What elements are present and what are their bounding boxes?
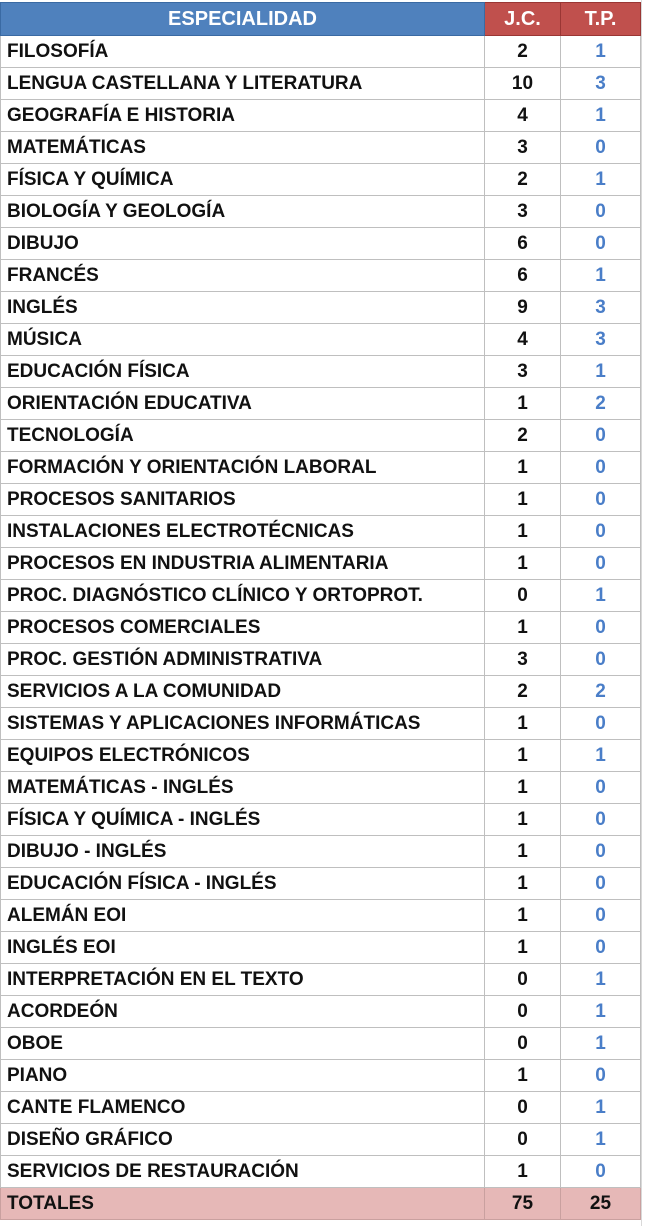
tp-cell: 0 bbox=[561, 804, 641, 836]
specialty-cell: FÍSICA Y QUÍMICA bbox=[1, 164, 485, 196]
specialty-cell: EDUCACIÓN FÍSICA bbox=[1, 356, 485, 388]
table-row bbox=[1, 132, 641, 164]
table-row bbox=[1, 580, 641, 612]
tp-cell: 0 bbox=[561, 772, 641, 804]
tp-cell: 0 bbox=[561, 1156, 641, 1188]
tp-cell: 3 bbox=[561, 68, 641, 100]
specialty-cell: ALEMÁN EOI bbox=[1, 900, 485, 932]
tp-cell: 0 bbox=[561, 612, 641, 644]
tp-cell: 0 bbox=[561, 228, 641, 260]
specialty-cell: DISEÑO GRÁFICO bbox=[1, 1124, 485, 1156]
totals-label: TOTALES bbox=[1, 1188, 485, 1220]
table-row bbox=[1, 964, 641, 996]
tp-cell: 0 bbox=[561, 644, 641, 676]
jc-cell: 4 bbox=[485, 324, 561, 356]
jc-cell: 1 bbox=[485, 836, 561, 868]
totals-jc: 75 bbox=[485, 1188, 561, 1220]
specialty-cell: ORIENTACIÓN EDUCATIVA bbox=[1, 388, 485, 420]
table-row bbox=[1, 676, 641, 708]
jc-cell: 0 bbox=[485, 580, 561, 612]
specialty-table bbox=[0, 2, 641, 1220]
jc-cell: 1 bbox=[485, 932, 561, 964]
specialty-cell: GEOGRAFÍA E HISTORIA bbox=[1, 100, 485, 132]
tp-cell: 2 bbox=[561, 388, 641, 420]
specialty-cell: PROCESOS SANITARIOS bbox=[1, 484, 485, 516]
jc-cell: 3 bbox=[485, 356, 561, 388]
table-row bbox=[1, 708, 641, 740]
tp-cell: 0 bbox=[561, 868, 641, 900]
specialty-cell: OBOE bbox=[1, 1028, 485, 1060]
specialty-cell: TECNOLOGÍA bbox=[1, 420, 485, 452]
jc-cell: 2 bbox=[485, 36, 561, 68]
table-row bbox=[1, 772, 641, 804]
specialty-cell: PROCESOS EN INDUSTRIA ALIMENTARIA bbox=[1, 548, 485, 580]
jc-cell: 1 bbox=[485, 708, 561, 740]
table-row bbox=[1, 1060, 641, 1092]
totals-row bbox=[1, 1188, 641, 1220]
jc-cell: 1 bbox=[485, 388, 561, 420]
jc-cell: 1 bbox=[485, 548, 561, 580]
jc-cell: 1 bbox=[485, 868, 561, 900]
specialty-cell: INGLÉS bbox=[1, 292, 485, 324]
specialty-cell: PROC. GESTIÓN ADMINISTRATIVA bbox=[1, 644, 485, 676]
totals-tp: 25 bbox=[561, 1188, 641, 1220]
table-row bbox=[1, 1028, 641, 1060]
tp-cell: 1 bbox=[561, 100, 641, 132]
specialty-cell: FÍSICA Y QUÍMICA - INGLÉS bbox=[1, 804, 485, 836]
jc-cell: 9 bbox=[485, 292, 561, 324]
specialty-cell: FRANCÉS bbox=[1, 260, 485, 292]
table-row bbox=[1, 388, 641, 420]
jc-cell: 3 bbox=[485, 196, 561, 228]
tp-cell: 1 bbox=[561, 740, 641, 772]
jc-cell: 1 bbox=[485, 804, 561, 836]
table-row bbox=[1, 1124, 641, 1156]
tp-cell: 0 bbox=[561, 516, 641, 548]
specialty-cell: INTERPRETACIÓN EN EL TEXTO bbox=[1, 964, 485, 996]
tp-cell: 0 bbox=[561, 708, 641, 740]
jc-cell: 10 bbox=[485, 68, 561, 100]
table-row bbox=[1, 196, 641, 228]
table-row bbox=[1, 484, 641, 516]
table-row bbox=[1, 900, 641, 932]
jc-cell: 3 bbox=[485, 644, 561, 676]
tp-cell: 0 bbox=[561, 1060, 641, 1092]
table-row bbox=[1, 100, 641, 132]
specialty-cell: INSTALACIONES ELECTROTÉCNICAS bbox=[1, 516, 485, 548]
tp-cell: 3 bbox=[561, 292, 641, 324]
specialty-cell: MÚSICA bbox=[1, 324, 485, 356]
jc-cell: 1 bbox=[485, 772, 561, 804]
specialty-cell: LENGUA CASTELLANA Y LITERATURA bbox=[1, 68, 485, 100]
tp-cell: 0 bbox=[561, 196, 641, 228]
table-row bbox=[1, 260, 641, 292]
jc-cell: 0 bbox=[485, 1124, 561, 1156]
table-row bbox=[1, 516, 641, 548]
specialty-cell: DIBUJO - INGLÉS bbox=[1, 836, 485, 868]
tp-cell: 1 bbox=[561, 164, 641, 196]
tp-cell: 1 bbox=[561, 356, 641, 388]
specialty-cell: MATEMÁTICAS - INGLÉS bbox=[1, 772, 485, 804]
table-row bbox=[1, 1156, 641, 1188]
tp-cell: 1 bbox=[561, 260, 641, 292]
table-row bbox=[1, 324, 641, 356]
tp-cell: 0 bbox=[561, 132, 641, 164]
jc-cell: 1 bbox=[485, 1060, 561, 1092]
tp-cell: 1 bbox=[561, 36, 641, 68]
jc-cell: 1 bbox=[485, 612, 561, 644]
table-row bbox=[1, 932, 641, 964]
tp-cell: 3 bbox=[561, 324, 641, 356]
specialty-cell: SERVICIOS A LA COMUNIDAD bbox=[1, 676, 485, 708]
table-row bbox=[1, 420, 641, 452]
specialty-cell: MATEMÁTICAS bbox=[1, 132, 485, 164]
table-row bbox=[1, 868, 641, 900]
specialty-cell: PROC. DIAGNÓSTICO CLÍNICO Y ORTOPROT. bbox=[1, 580, 485, 612]
specialty-cell: PIANO bbox=[1, 1060, 485, 1092]
specialty-cell: EDUCACIÓN FÍSICA - INGLÉS bbox=[1, 868, 485, 900]
table-row bbox=[1, 644, 641, 676]
table-row bbox=[1, 356, 641, 388]
specialty-cell: SISTEMAS Y APLICACIONES INFORMÁTICAS bbox=[1, 708, 485, 740]
tp-cell: 0 bbox=[561, 900, 641, 932]
table-row bbox=[1, 836, 641, 868]
table-row bbox=[1, 548, 641, 580]
header-row bbox=[1, 3, 641, 36]
jc-cell: 0 bbox=[485, 996, 561, 1028]
jc-cell: 0 bbox=[485, 1028, 561, 1060]
jc-cell: 6 bbox=[485, 260, 561, 292]
tp-cell: 1 bbox=[561, 580, 641, 612]
table-row bbox=[1, 164, 641, 196]
tp-cell: 1 bbox=[561, 1028, 641, 1060]
jc-cell: 2 bbox=[485, 676, 561, 708]
jc-cell: 1 bbox=[485, 740, 561, 772]
specialty-cell: BIOLOGÍA Y GEOLOGÍA bbox=[1, 196, 485, 228]
jc-cell: 6 bbox=[485, 228, 561, 260]
tp-cell: 1 bbox=[561, 1124, 641, 1156]
tp-cell: 0 bbox=[561, 484, 641, 516]
specialty-cell: EQUIPOS ELECTRÓNICOS bbox=[1, 740, 485, 772]
tp-cell: 0 bbox=[561, 932, 641, 964]
header-jc: J.C. bbox=[485, 3, 561, 36]
table-row bbox=[1, 740, 641, 772]
table-row bbox=[1, 804, 641, 836]
specialty-cell: ACORDEÓN bbox=[1, 996, 485, 1028]
table-body bbox=[1, 36, 641, 1188]
tp-cell: 1 bbox=[561, 996, 641, 1028]
specialty-cell: FILOSOFÍA bbox=[1, 36, 485, 68]
sheet-edge bbox=[641, 0, 646, 1226]
specialty-cell: FORMACIÓN Y ORIENTACIÓN LABORAL bbox=[1, 452, 485, 484]
specialty-cell: SERVICIOS DE RESTAURACIÓN bbox=[1, 1156, 485, 1188]
table-row bbox=[1, 452, 641, 484]
table-row bbox=[1, 36, 641, 68]
jc-cell: 0 bbox=[485, 1092, 561, 1124]
tp-cell: 2 bbox=[561, 676, 641, 708]
table-row bbox=[1, 996, 641, 1028]
specialty-cell: CANTE FLAMENCO bbox=[1, 1092, 485, 1124]
table-row bbox=[1, 1092, 641, 1124]
jc-cell: 1 bbox=[485, 1156, 561, 1188]
specialty-table-container bbox=[0, 2, 640, 1220]
header-tp: T.P. bbox=[561, 3, 641, 36]
tp-cell: 0 bbox=[561, 548, 641, 580]
jc-cell: 2 bbox=[485, 164, 561, 196]
jc-cell: 1 bbox=[485, 516, 561, 548]
tp-cell: 1 bbox=[561, 1092, 641, 1124]
jc-cell: 1 bbox=[485, 484, 561, 516]
jc-cell: 1 bbox=[485, 452, 561, 484]
table-row bbox=[1, 68, 641, 100]
jc-cell: 1 bbox=[485, 900, 561, 932]
jc-cell: 2 bbox=[485, 420, 561, 452]
specialty-cell: PROCESOS COMERCIALES bbox=[1, 612, 485, 644]
jc-cell: 4 bbox=[485, 100, 561, 132]
tp-cell: 0 bbox=[561, 836, 641, 868]
header-specialty: ESPECIALIDAD bbox=[1, 3, 485, 36]
table-row bbox=[1, 228, 641, 260]
tp-cell: 0 bbox=[561, 452, 641, 484]
specialty-cell: DIBUJO bbox=[1, 228, 485, 260]
tp-cell: 0 bbox=[561, 420, 641, 452]
table-row bbox=[1, 612, 641, 644]
jc-cell: 0 bbox=[485, 964, 561, 996]
table-row bbox=[1, 292, 641, 324]
jc-cell: 3 bbox=[485, 132, 561, 164]
tp-cell: 1 bbox=[561, 964, 641, 996]
specialty-cell: INGLÉS EOI bbox=[1, 932, 485, 964]
